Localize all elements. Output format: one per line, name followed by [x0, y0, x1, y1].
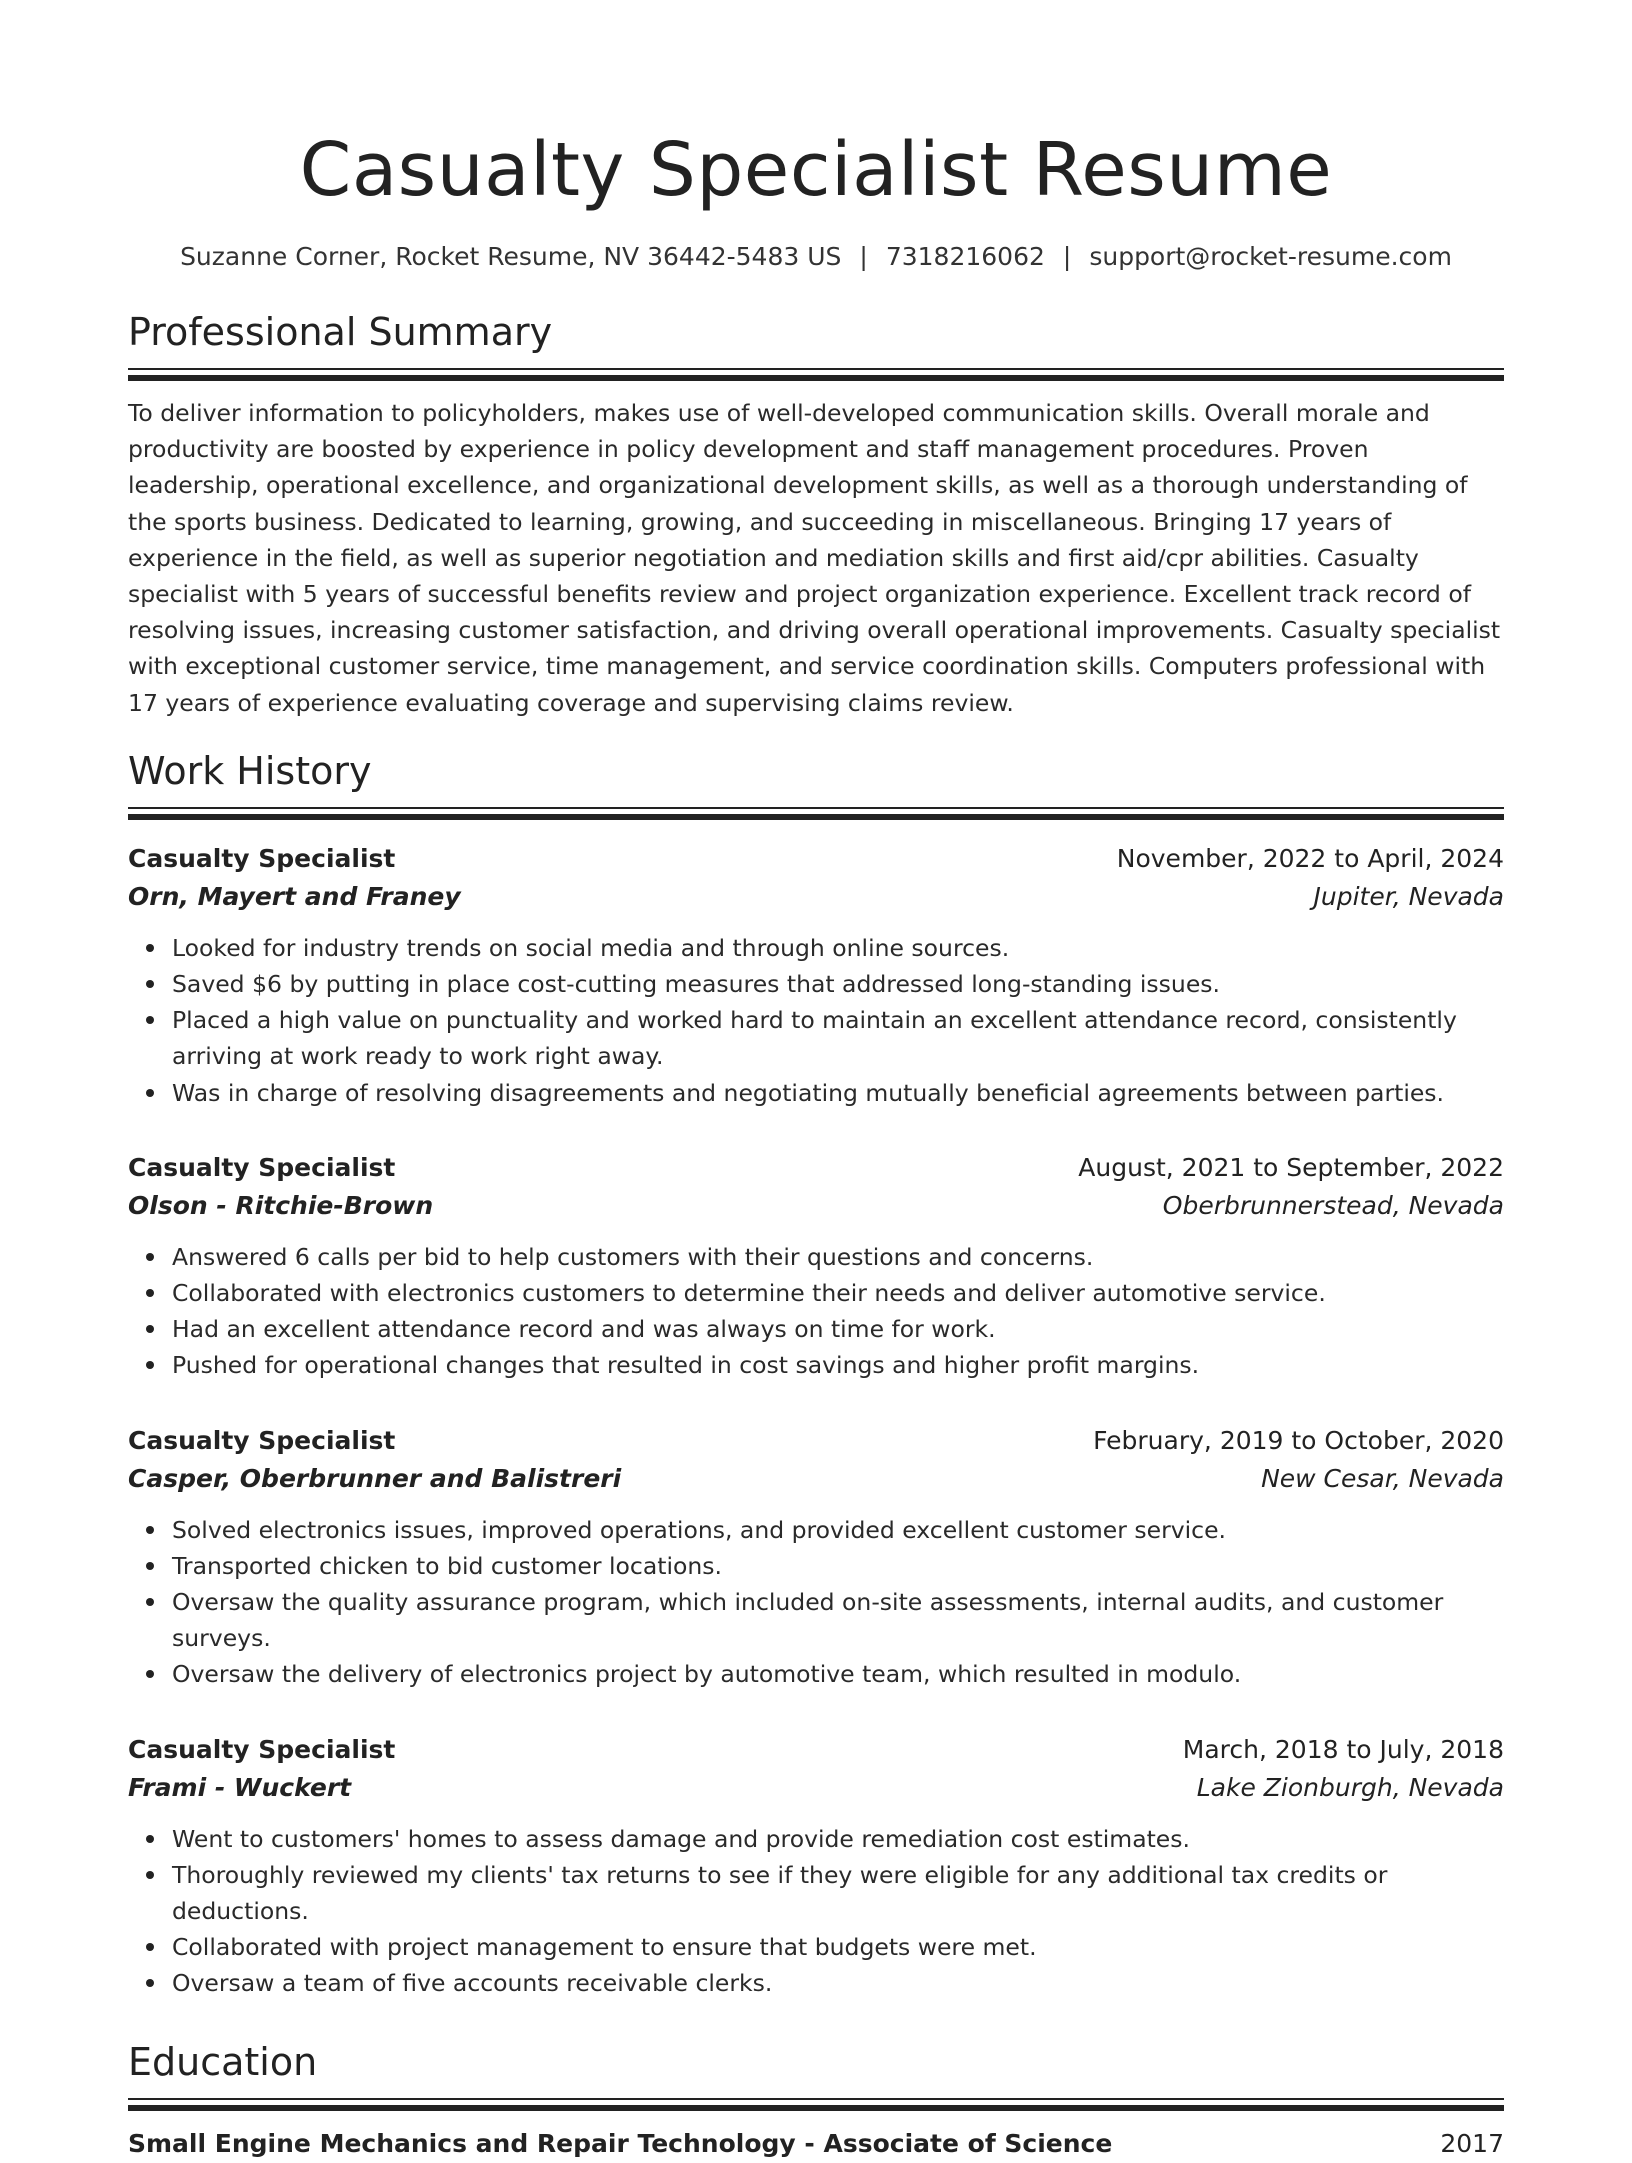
company-name: Casper, Oberbrunner and Balistreri [128, 1463, 622, 1493]
summary-text: To deliver information to policyholders, makes use of well-developed communication skills. Overall morale and productivity are boosted by experience in policy development and staff management procedures. Proven leadership, operational excellence, and organizational development skills, as well as a thorough understanding of the sports business. Dedicated to learning, growing, and succeeding in miscellaneous. Bringing 17 years of experience in the field, as well as superior negotiation and mediation skills and first aid/cpr abilities. Casualty specialist with 5 years of successful benefits review and project organization experience. Excellent track record of resolving issues, increasing customer satisfaction, and driving overall operational improvements. Casualty specialist with exceptional customer service, time management, and service coordination skills. Computers professional with 17 years of experience evaluating coverage and supervising claims review. [128, 399, 1501, 717]
section-heading: Professional Summary [128, 310, 553, 354]
section-divider [128, 2098, 1504, 2111]
section-divider [128, 368, 1504, 381]
list-item: Oversaw the delivery of electronics project by automotive team, which resulted in modulo. [172, 1656, 1504, 1692]
contact-address: Suzanne Corner, Rocket Resume, NV 36442-5483 US [180, 242, 842, 271]
education-entry [128, 2125, 1504, 2163]
professional-summary-section [128, 308, 1504, 721]
list-item: Placed a high value on punctuality and worked hard to maintain an excellent attendance record, consistently arriving at work ready to work right away. [172, 1002, 1504, 1074]
list-item: Was in charge of resolving disagreements and negotiating mutually beneficial agreements between parties. [172, 1075, 1504, 1111]
job-title: Casualty Specialist [128, 1425, 396, 1455]
job-dates: February, 2019 to October, 2020 [1093, 1425, 1504, 1455]
list-item: Oversaw a team of five accounts receivable clerks. [172, 1965, 1504, 2001]
education-section [128, 2038, 1504, 2163]
list-item: Collaborated with electronics customers to determine their needs and deliver automotive service. [172, 1275, 1504, 1311]
job-location: Lake Zionburgh, Nevada [1196, 1772, 1504, 1802]
job-bullets [128, 1239, 1504, 1384]
list-item: Pushed for operational changes that resulted in cost savings and higher profit margins. [172, 1347, 1504, 1383]
job-entry [128, 840, 1504, 1111]
job-title: Casualty Specialist [128, 1152, 396, 1182]
job-location: Jupiter, Nevada [1313, 881, 1504, 911]
contact-phone: 7318216062 [885, 242, 1045, 271]
graduation-year: 2017 [1440, 2128, 1504, 2158]
list-item: Went to customers' homes to assess damage and provide remediation cost estimates. [172, 1821, 1504, 1857]
job-bullets [128, 1821, 1504, 2002]
section-heading: Work History [128, 748, 372, 793]
job-location: Oberbrunnerstead, Nevada [1162, 1190, 1504, 1220]
page-title: Casualty Specialist Resume [299, 127, 1333, 213]
job-dates: March, 2018 to July, 2018 [1182, 1734, 1504, 1764]
job-bullets [128, 930, 1504, 1111]
contact-separator: | [1062, 242, 1072, 271]
job-bullets [128, 1512, 1504, 1693]
company-name: Olson - Ritchie-Brown [128, 1190, 434, 1220]
company-name: Frami - Wuckert [128, 1772, 352, 1802]
job-entry [128, 1149, 1504, 1384]
job-location: New Cesar, Nevada [1261, 1463, 1504, 1493]
degree-name: Small Engine Mechanics and Repair Technology - Associate of Science [128, 2128, 1113, 2158]
list-item: Saved $6 by putting in place cost-cutting measures that addressed long-standing issues. [172, 966, 1504, 1002]
company-name: Orn, Mayert and Franey [128, 881, 461, 911]
list-item: Collaborated with project management to ensure that budgets were met. [172, 1929, 1504, 1965]
job-dates: August, 2021 to September, 2022 [1078, 1152, 1504, 1182]
contact-separator: | [859, 242, 868, 271]
job-dates: November, 2022 to April, 2024 [1116, 843, 1504, 873]
list-item: Had an excellent attendance record and was always on time for work. [172, 1311, 1504, 1347]
section-heading: Education [128, 2039, 318, 2084]
list-item: Answered 6 calls per bid to help customers with their questions and concerns. [172, 1239, 1504, 1275]
list-item: Thoroughly reviewed my clients' tax returns to see if they were eligible for any additional tax credits or deductions. [172, 1857, 1504, 1929]
contact-line [128, 240, 1504, 274]
list-item: Transported chicken to bid customer locations. [172, 1548, 1504, 1584]
resume-page [128, 0, 1504, 2163]
section-divider [128, 807, 1504, 820]
list-item: Looked for industry trends on social media and through online sources. [172, 930, 1504, 966]
job-entry [128, 1731, 1504, 2002]
job-entry [128, 1422, 1504, 1693]
list-item: Oversaw the quality assurance program, which included on-site assessments, internal audits, and customer surveys. [172, 1584, 1504, 1656]
list-item: Solved electronics issues, improved operations, and provided excellent customer service. [172, 1512, 1504, 1548]
job-title: Casualty Specialist [128, 843, 396, 873]
contact-email: support@rocket-resume.com [1089, 242, 1452, 271]
job-title: Casualty Specialist [128, 1734, 396, 1764]
work-history-section [128, 747, 1504, 2002]
